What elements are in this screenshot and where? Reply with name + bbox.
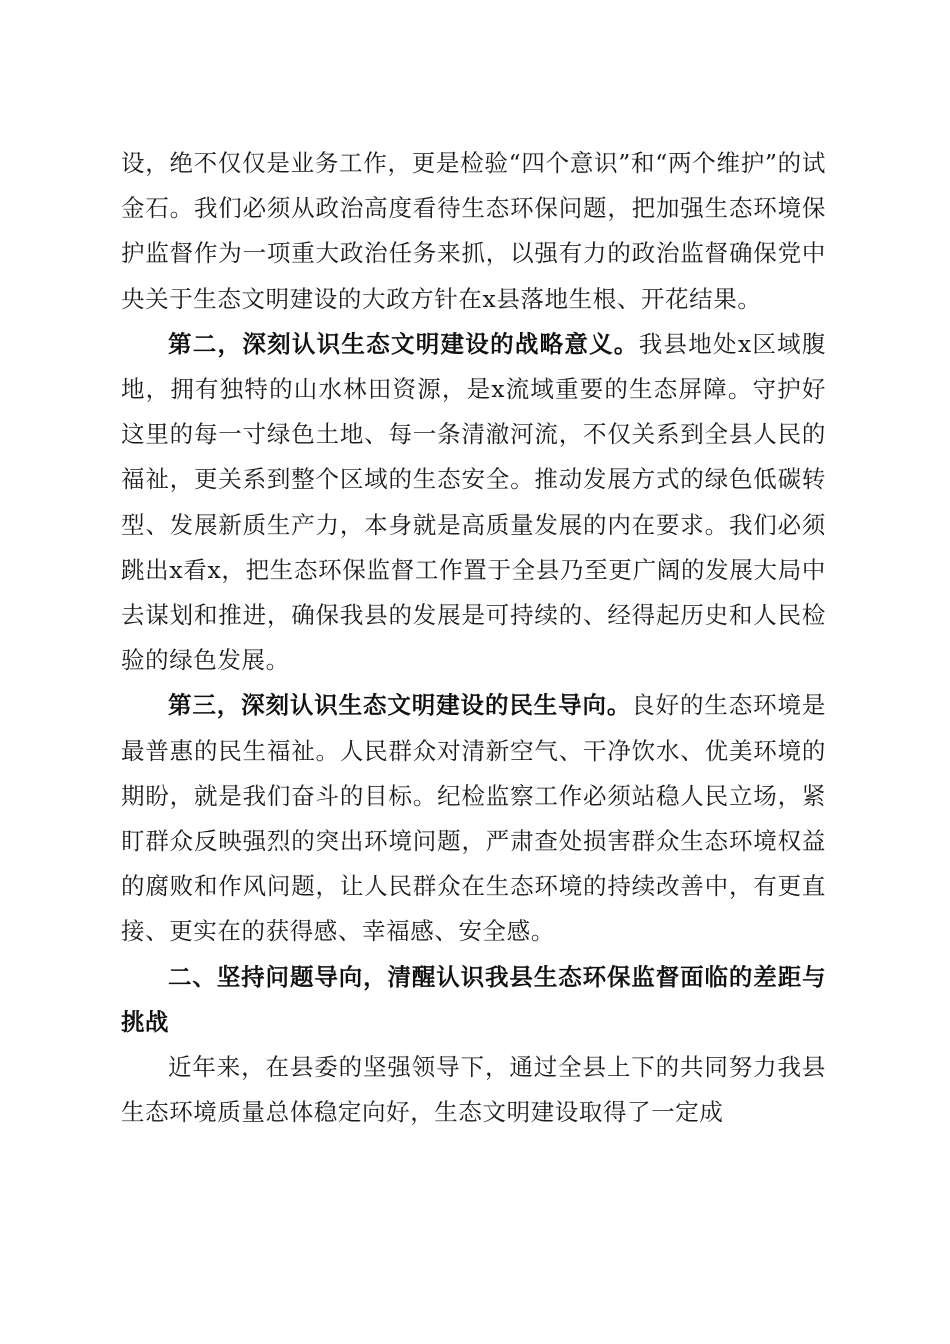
paragraph-text: 近年来，在县委的坚强领导下，通过全县上下的共同努力我县生态环境质量总体稳定向好，生态文明建设取得了一定成 xyxy=(121,1053,826,1127)
paragraph-text: 设，绝不仅仅是业务工作，更是检验“四个意识”和“两个维护”的试金石。我们必须从政治高度看待生态环保问题，把加强生态环境保护监督作为一项重大政治任务来抓，以强有力的政治监督确保党中央关于生态文明建设的大政方针在x县落地生根、开花结果。 xyxy=(121,149,826,313)
document-page xyxy=(121,141,826,1135)
paragraph-lead: 第三，深刻认识生态文明建设的民生导向。 xyxy=(168,691,632,720)
paragraph-text: 我县地处x区域腹地，拥有独特的山水林田资源，是x流域重要的生态屏障。守护好这里的每一寸绿色土地、每一条清澈河流，不仅关系到全县人民的福祉，更关系到整个区域的生态安全。推动发展方式的绿色低碳转型、发展新质生产力，本身就是高质量发展的内在要求。我们必须跳出x看x，把生态环保监督工作置于全县乃至更广阔的发展大局中去谋划和推进，确保我县的发展是可持续的、经得起历史和人民检验的绿色发展。 xyxy=(121,329,826,675)
paragraph-strategic-significance xyxy=(121,322,826,684)
paragraph-recent-years xyxy=(121,1045,826,1135)
paragraph-continuation xyxy=(121,141,826,322)
paragraph-lead: 第二，深刻认识生态文明建设的战略意义。 xyxy=(168,329,639,358)
paragraph-livelihood-orientation xyxy=(121,683,826,954)
paragraph-text: 良好的生态环境是最普惠的民生福祉。人民群众对清新空气、干净饮水、优美环境的期盼，就是我们奋斗的目标。纪检监察工作必须站稳人民立场，紧盯群众反映强烈的突出环境问题，严肃查处损害群众生态环境权益的腐败和作风问题，让人民群众在生态环境的持续改善中，有更直接、更实在的获得感、幸福感、安全感。 xyxy=(121,691,826,946)
section-heading: 二、坚持问题导向，清醒认识我县生态环保监督面临的差距与挑战 xyxy=(121,962,826,1036)
